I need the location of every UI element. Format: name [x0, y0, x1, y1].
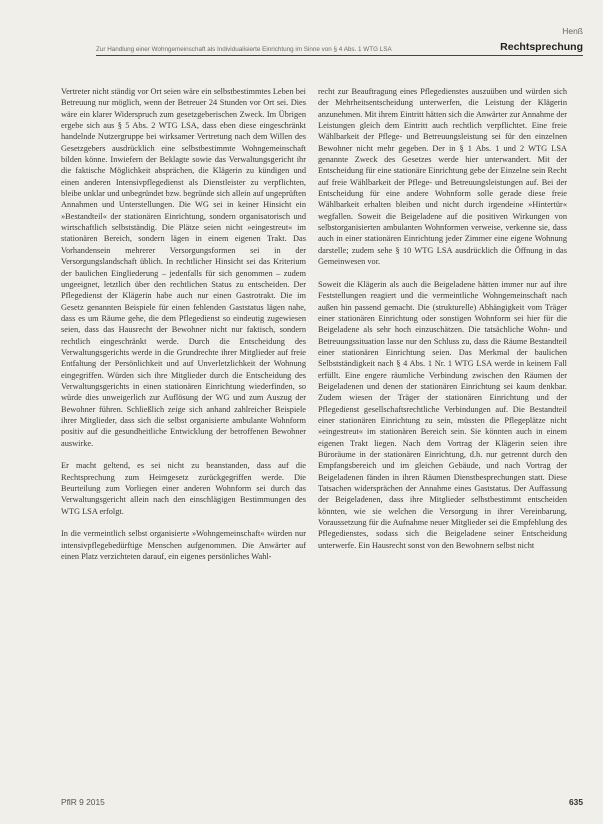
running-header: [96, 40, 583, 56]
journal-issue: PflR 9 2015: [61, 797, 105, 807]
paragraph: Vertreter nicht ständig vor Ort seien wäre ein selbstbestimmtes Leben bei Betreuung nur möglich, wenn der Betreuer 24 Stunden vor Ort sei. Dies wäre ein klarer Widerspruch zum gesetzgeberischen Zweck. Im Übrigen ergebe sich aus § 5 Abs. 2 WTG LSA, dass eben diese eingeschränkt handelnde Nutzergruppe bei wirksamer Vertretung nach dem Willen des Gesetzgebers ausdrücklich eine selbstbestimmte Wohngemeinschaft bilden könne. Inwiefern der Beklagte sowie das Verwaltungsgericht ihr die faktische Möglichkeit absprächen, die Klägerin zu kündigen und einen anderen Intensivpflegedienst als Dienstleister zu verpflichten, bleibe unklar und unbegründet bzw. begründe sich allein auf ungeprüften Annahmen und Unterstellungen. Die WG sei in keiner Hinsicht ein »Bestandteil« der stationären Einrichtung, sondern organisatorisch und wirtschaftlich selbstständig. Die Plätze seien nicht »eingestreut« im stationären Bereich, sondern lägen in einem eigenen Trakt. Das Vorhandensein mehrerer Versorgungsformen sei in der Versorgungslandschaft üblich. In rechtlicher Hinsicht sei das Kriterium der baulichen Eingliederung – jedenfalls für sich genommen – zudem ungeeignet, letztlich über den rechtlichen Status zu entscheiden. Der Pflegedienst der Klägerin habe auch nur einen Gastrotrakt. Die im Gesetz genannten Beispiele für einen fehlenden Gaststatus lägen nahe, dass es um Räume gehe, die dem Pflegedienst so eindeutig zugewiesen seien, dass das Hausrecht der Bewohner nicht nur faktisch, sondern rechtlich eingeschränkt werde. Durch die Entscheidung des Verwaltungsgerichts werde in die Grundrechte ihrer Mitglieder auf freie Entfaltung der Persönlichkeit und auf Unverletzlichkeit der Wohnung eingegriffen. Würden sich ihre Mitglieder durch die Entscheidung des Verwaltungsgerichts in einen stationären Einrichtung wiederfinden, so würde dies unweigerlich zur Auflösung der WG und zum Auszug der Bewohner führen. Schließlich zeige sich anhand zahlreicher Beispiele ihrer Mitglieder, dass sich die selbst organisierte ambulante Wohnform positiv auf die gesundheitliche Entwicklung der betroffenen Bewohner auswirke.: [61, 87, 306, 448]
left-text-column: [61, 86, 306, 574]
page-footer: [61, 796, 583, 808]
right-text-column: [318, 86, 567, 562]
paragraph: In die vermeintlich selbst organisierte »Wohngemeinschaft« würden nur intensivpflegebedürftige Menschen aufgenommen. Die Anwärter auf einen Platz verzichteten darauf, ein eigenes persönliches Wahl-: [61, 529, 306, 562]
page-number: 635: [569, 797, 583, 807]
paragraph: recht zur Beauftragung eines Pflegedienstes auszuüben und würden sich der Mehrheitsentscheidung unterwerfen, die Leistung der Klägerin anzunehmen. Mit ihrem Eintritt hätten sich die Anwärter zur Annahme der Leistungen gleich dem Eintritt auch rechtlich verpflichtet. Eine freie Wählbarkeit der Pflege- und Betreuungsleistung sei für den einzelnen Bewohner nicht mehr gegeben. Der in § 1 Abs. 1 und 2 WTG LSA genannte Zweck des Gesetzes werde hier unterwandert. Mit der Entscheidung für eine stationäre Einrichtung gebe der Einzelne sein Recht auf freie Wählbarkeit der Pflege- und Betreuungsleistungen auf. Bei der Entscheidung für eine andere Wohnform solle gerade diese freie Wählbarkeit erhalten bleiben und nicht durch irgendeine »Hintertür« wegfallen. Soweit die Beigeladene auf die positiven Wirkungen von selbstorganisierten ambulanten Wohnformen verweise, verkenne sie, dass auch in einer stationären Einrichtung jeder Zimmer eine eigene Wohnung darstelle; zudem sehe § 10 WTG LSA ausdrücklich die Öffnung in das Gemeinwesen vor.: [318, 87, 567, 267]
paragraph: Er macht geltend, es sei nicht zu beanstanden, dass auf die Rechtsprechung zum Heimgesetz zurückgegriffen werde. Die Beurteilung zum Vorliegen einer anderen Wohnform sei durch das Verwaltungsgericht allein nach den einschlägigen Bestimmungen des WTG LSA erfolgt.: [61, 461, 306, 516]
section-title: Rechtsprechung: [500, 41, 583, 53]
paragraph: Soweit die Klägerin als auch die Beigeladene hätten immer nur auf ihre Feststellungen reagiert und die vermeintliche Wohngemeinschaft nach außen hin passend gemacht. Die (strukturelle) Abhängigkeit vom Träger einer stationären Einrichtung oder sonstigen Wohnform sei hier für die Beigeladene als sehr hoch einzuschätzen. Die tatsächliche Wohn- und Betreuungssituation lasse nur den Schluss zu, dass die Räume Bestandteil einer stationären Einrichtung seien. Das Merkmal der baulichen Selbstständigkeit nach § 4 Abs. 1 Nr. 1 WTG LSA werde in keinem Fall erfüllt. Eine engere räumliche Verbindung zwischen den Räumen der Beigeladenen und denen der stationären Einrichtung sei kaum denkbar. Zudem wiesen der Träger der stationären Einrichtung und der Pflegedienst gesellschaftsrechtliche Verbindungen auf. Die Bestandteil einer stationären Einrichtung zu sein, müssten die Pflegeplätze nicht »eingestreut« im stationären Bereich sein. Sie könnten auch in einem eigenen Trakt liegen. Nach dem Vortrag der Klägerin seien ihre Büroräume in der stationären Einrichtung, d.h. nur getrennt durch den Empfangsbereich und im gleichen Gebäude, und nach Vortrag der Beigeladenen fänden in ihren Räumen Dienstbesprechungen statt. Diese Tatsachen widersprächen der Annahme eines Gaststatus. Der Auffassung der Beigeladenen, dass ihre Mitglieder selbstbestimmt entscheiden könnten, wie sie welchen die Versorgung in ihrer Vereinbarung, Voraussetzung für die Aufnahme neuer Mitglieder sei die Empfehlung des Pflegedienstes, sodass sich die Beigeladene seiner Entscheidung unterwerfe. Ein Hausrecht sonst von den Bewohnern selbst nicht: [318, 279, 567, 550]
author-running-head: Henß: [562, 26, 583, 36]
running-header-citation: Zur Handlung einer Wohngemeinschaft als Individualisierte Einrichtung im Sinne von § 4 Abs. 1 WTG LSA: [96, 46, 392, 53]
